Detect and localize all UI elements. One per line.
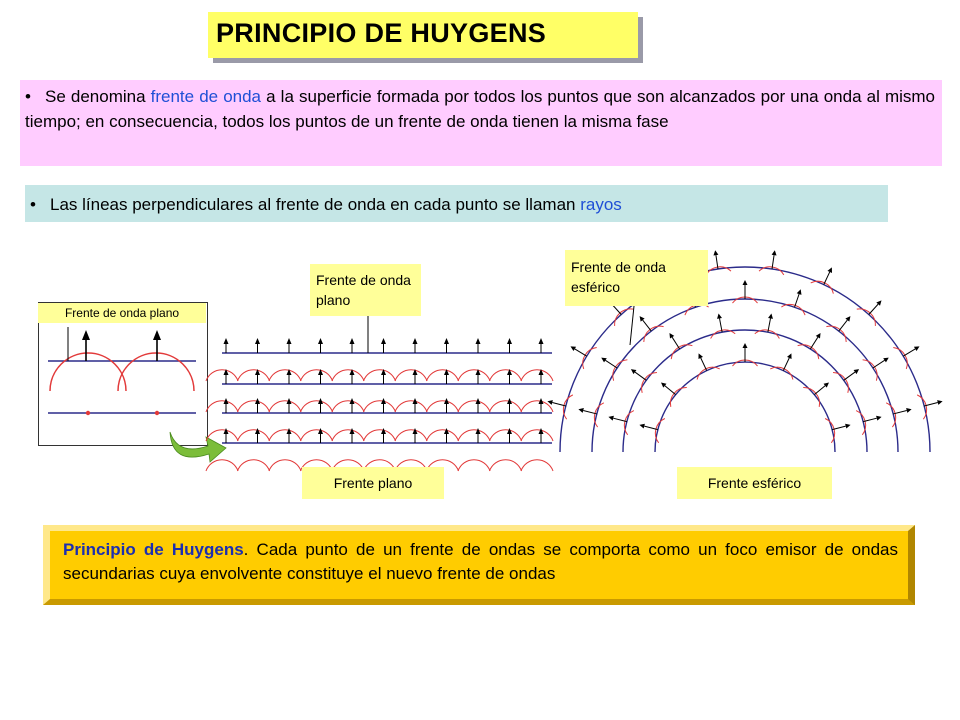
secondary-wavelet	[755, 330, 780, 339]
ray-arrowhead	[876, 416, 881, 421]
ray-arrowhead	[601, 358, 607, 363]
ray-arrowhead	[639, 424, 644, 429]
page-title: PRINCIPIO DE HUYGENS	[216, 18, 547, 48]
ray-arrowhead	[883, 358, 889, 363]
ray-arrowhead	[845, 424, 850, 429]
bullet-icon: •	[25, 87, 31, 106]
ray-arrow	[672, 337, 680, 349]
principle-title: Principio de Huygens	[63, 540, 244, 559]
spherical-wavefront-label: Frente de onda esférico	[565, 250, 708, 306]
secondary-wavelet	[624, 411, 633, 435]
wavefront-arc	[592, 299, 898, 452]
secondary-wavelet	[594, 403, 603, 427]
ray-arrow	[635, 372, 646, 380]
principle-paragraph	[63, 538, 898, 586]
ray-arrowhead	[816, 333, 821, 339]
ray-arrowhead	[772, 250, 777, 255]
ray-arrowhead	[797, 289, 802, 295]
secondary-wavelet	[917, 395, 926, 419]
ray-arrow	[814, 386, 825, 395]
ray-arrowhead	[906, 408, 911, 413]
secondary-wavelet	[563, 395, 572, 419]
ray-arrowhead	[578, 408, 583, 413]
ray-arrow	[795, 294, 800, 307]
secondary-wavelet	[711, 330, 736, 339]
ray-arrow	[605, 360, 617, 368]
ray-arrow	[810, 337, 818, 349]
ray-arrow	[873, 360, 885, 368]
ray-arrowhead	[743, 280, 748, 285]
ray-arrow	[824, 272, 830, 285]
label-pointer	[630, 306, 634, 345]
ray-arrowhead	[640, 316, 645, 321]
ray-arrow	[903, 349, 915, 356]
secondary-wavelet	[706, 267, 731, 275]
secondary-wavelet	[886, 403, 895, 427]
plane-caption: Frente plano	[302, 467, 444, 499]
rays-text: Las líneas perpendiculares al frente de onda en cada punto se llaman	[50, 195, 581, 214]
principle-text: . Cada punto de un frente de ondas se comporta como un foco emisor de ondas secundarias cuya envolvente constituye el nuevo frente de ondas	[63, 540, 899, 583]
wavefront-arc	[655, 362, 835, 452]
ray-arrow	[839, 320, 848, 331]
ray-arrowhead	[743, 343, 748, 348]
ray-arrowhead	[854, 369, 860, 374]
secondary-wavelet	[759, 267, 784, 275]
ray-arrowhead	[717, 313, 722, 318]
ray-arrowhead	[937, 400, 942, 405]
ray-arrow	[665, 386, 676, 395]
ray-arrowhead	[547, 400, 552, 405]
plane-wavefront-label: Frente de onda plano	[310, 264, 421, 316]
ray-arrow	[643, 320, 652, 331]
small-figure-label: Frente de onda plano	[38, 303, 206, 323]
bullet-icon: •	[30, 195, 36, 214]
ray-arrow	[844, 372, 855, 380]
rays-term: rayos	[580, 195, 622, 214]
definition-text-after: a la superficie formada por todos los puntos que son alcanzados por una onda al mismo tiempo; en consecuencia, todos los puntos de un frente de onda tienen la misma fase	[25, 87, 936, 131]
secondary-wavelet	[655, 418, 664, 442]
ray-arrowhead	[631, 369, 637, 374]
definition-text-before: Se denomina	[45, 87, 151, 106]
ray-arrowhead	[608, 416, 613, 421]
ray-arrowhead	[669, 333, 674, 339]
ray-arrowhead	[713, 250, 718, 255]
definition-term: frente de onda	[150, 87, 262, 106]
secondary-wavelet	[825, 418, 834, 442]
secondary-wavelet	[856, 411, 865, 435]
ray-arrow	[869, 304, 878, 314]
spherical-caption: Frente esférico	[677, 467, 832, 499]
ray-arrow	[701, 358, 707, 371]
ray-arrow	[575, 349, 587, 356]
ray-arrowhead	[768, 313, 773, 318]
ray-arrowhead	[845, 316, 850, 321]
ray-arrow	[783, 358, 789, 371]
